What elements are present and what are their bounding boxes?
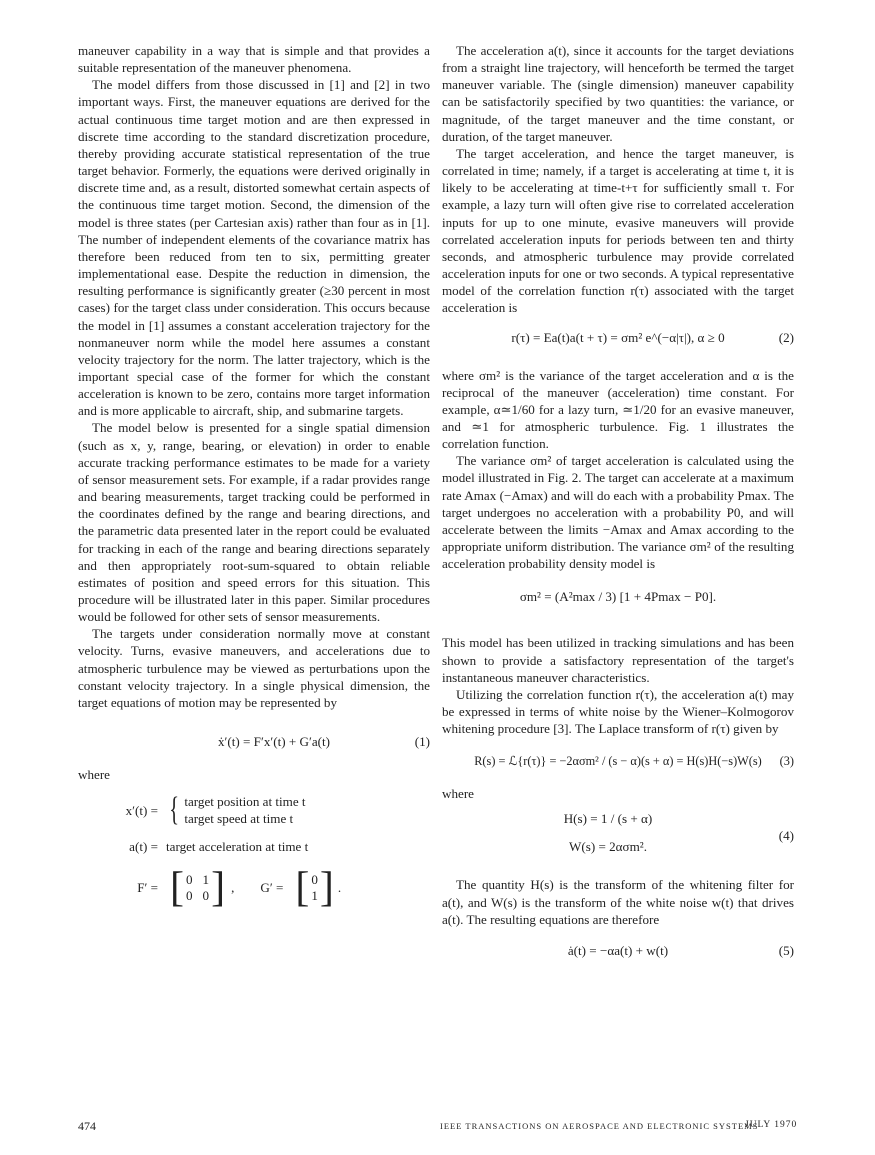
paragraph: maneuver capability in a way that is simple and that provides a suitable representation of the maneuver phenomena.: [78, 43, 430, 76]
matrix-lhs: G′ =: [260, 880, 284, 896]
where-label: where: [78, 767, 110, 783]
paragraph: The model below is presented for a single spatial dimension (such as x, y, range, bearing, or elevation) in order to enable accurate tracking performance estimates to be made for a variety of sensor measurement sets. For example, if a radar provides range and bearing measurements, target tracking could be performed in the coordinates defined by the range and bearing directions, and the parametric data presented later in the report could be evaluated for tracking in each of the range and bearing directions separately and then appropriately root-sum-squared to obtain reliable estimates of position and speed errors for this situation. This procedure will be illustrated later in this paper. Similar procedures would be followed for other sets of sensor measurements.: [78, 420, 430, 625]
equation-2-body: r(τ) = Ea(t)a(t + τ) = σm² e^(−α|τ|), α ≥ 0: [511, 329, 725, 345]
definition-a: [78, 838, 430, 855]
paragraph: The targets under consideration normally move at constant velocity. Turns, evasive maneuvers, and accelerations due to atmospheric turbulence may be viewed as perturbations upon the constant velocity trajectory. In a single physical dimension, the target equations of motion may be represented by: [78, 626, 430, 710]
right-column: [442, 42, 794, 975]
paragraph: where σm² is the variance of the target acceleration and α is the reciprocal of the maneuver (acceleration) time constant. For example, α≃1/60 for a lazy turn, ≃1/20 for an evasive maneuver, and ≃1 for atmospheric turbulence. Fig. 1 illustrates the correlation function.: [442, 367, 794, 452]
matrix-cell: 0: [186, 887, 193, 903]
matrix-definitions: F′ = [ 0 1 0 0 ] , G′ = [ 0 1 ] .: [78, 867, 430, 909]
definition-x: [78, 793, 430, 827]
equation-number: (3): [779, 754, 794, 769]
matrix-cell: 0: [311, 871, 318, 887]
issue-date: JULY 1970: [745, 1120, 798, 1130]
equation-3: [442, 753, 794, 777]
equation-number: (5): [778, 942, 794, 958]
paragraph: The target acceleration, and hence the target maneuver, is correlated in time; namely, if a target is accelerating at time t, it is likely to be accelerating at time-t+τ for sufficiently small τ. For example, a lazy turn will often give rise to correlated acceleration inputs for up to one minute, evasive maneuvers will provide correlated acceleration inputs for periods between ten and thirty seconds, and atmospheric turbulence may provide correlated acceleration inputs for one or two seconds. A typical representative model of the correlation function r(τ) associated with the target acceleration is: [442, 145, 794, 316]
equation-2: [442, 329, 794, 353]
equation-number: (1): [414, 734, 430, 750]
left-column: [78, 42, 430, 913]
equation-number: (2): [778, 329, 794, 345]
equation-3-body: R(s) = ℒ{r(τ)} = −2ασm² / (s − α)(s + α) = H(s)H(−s)W(s): [474, 754, 762, 769]
definition-line: target acceleration at time t: [166, 838, 309, 854]
paragraph: This model has been utilized in tracking simulations and has been shown to provide a satisfactory representation of the target's instantaneous maneuver characteristics.: [442, 635, 794, 685]
left-brace: {: [169, 791, 180, 829]
matrix-G: [ 0 1 ]: [295, 864, 334, 911]
definition-lhs: a(t) =: [129, 838, 158, 854]
equation-number: (4): [778, 828, 794, 844]
matrix-cell: 1: [311, 887, 318, 903]
definition-line: target position at time t: [184, 794, 306, 810]
equation-variance-body: σm² = (A²max / 3) [1 + 4Pmax − P0].: [519, 589, 717, 605]
equation-1-body: ẋ′(t) = F′x′(t) + G′a(t): [217, 734, 331, 750]
equation-5-body: ȧ(t) = −αa(t) + w(t): [567, 942, 669, 958]
matrix-cell: 0: [186, 871, 193, 887]
page-number: 474: [78, 1119, 96, 1133]
matrix-lhs: F′ =: [137, 880, 158, 896]
equation-4-H: H(s) = 1 / (s + α): [563, 811, 653, 827]
matrix-cell: 0: [202, 887, 210, 903]
paragraph: The acceleration a(t), since it accounts for the target deviations from a straight line trajectory, will henceforth be termed the target maneuver variable. The (single dimension) maneuver capability can be satisfactorily specified by two quantities: the variance, or magnitude, of the target maneuver and the time constant, or duration, of the target maneuver.: [442, 43, 794, 144]
definition-line: target speed at time t: [184, 811, 294, 827]
paragraph: The variance σm² of target acceleration is calculated using the model illustrated in Fig. 2. The target can accelerate at a maximum rate Amax (−Amax) and will do each with a probability Pmax. The target undergoes no acceleration with a probability P0, and will accelerate between the limits −Amax and Amax according to the appropriate uniform distribution. The variance σm² of the resulting acceleration probability density model is: [442, 453, 794, 572]
equation-5: [442, 942, 794, 966]
equation-4-W: W(s) = 2ασm².: [569, 838, 647, 854]
paragraph: The quantity H(s) is the transform of the whitening filter for a(t), and W(s) is the transform of the white noise w(t) that drives a(t). The resulting equations are therefore: [442, 877, 794, 927]
equation-variance: [442, 588, 794, 612]
paragraph: The model differs from those discussed in [1] and [2] in two important ways. First, the maneuver equations are derived for the actual continuous time target motion and are then expressed in discrete time according to the standard discretization procedure, thereby providing accurate statistical representation of the true target behavior. Formerly, the equations were derived originally in discrete time and, as a result, distorted somewhat certain aspects of the continuous time target motion. Second, the dimension of the model is three states (per Cartesian axis) rather than four as in [1]. The number of independent elements of the covariance matrix has therefore been reduced from ten to six, permitting greater implementational ease. Despite the reduction in dimension, the resulting performance is significantly greater (≥30 percent in most cases) for the target class under consideration. This occurs because the model in [1] assumes a constant acceleration trajectory for the nonmaneuver norm while the model here assumes a constant velocity trajectory for the norm. The latter trajectory, which is the important special case of the former for which the constant acceleration is known to be zero, contains more target information and is more applicable to aircraft, ship, and submarine targets.: [78, 77, 430, 419]
paragraph: Utilizing the correlation function r(τ), the acceleration a(t) may be expressed in terms of white noise by the Wiener–Kolmogorov whitening procedure [3]. The Laplace transform of r(τ) given by: [442, 686, 794, 737]
matrix-cell: 1: [202, 871, 210, 887]
matrix-F: [ 0 1 0 0 ]: [170, 864, 226, 911]
where-label: where: [442, 786, 474, 802]
equation-4: [442, 810, 794, 862]
journal-name: IEEE TRANSACTIONS ON AEROSPACE AND ELECTRONIC SYSTEMS: [440, 1121, 759, 1131]
definition-lhs: x′(t) =: [125, 803, 158, 819]
equation-1: [78, 733, 430, 757]
